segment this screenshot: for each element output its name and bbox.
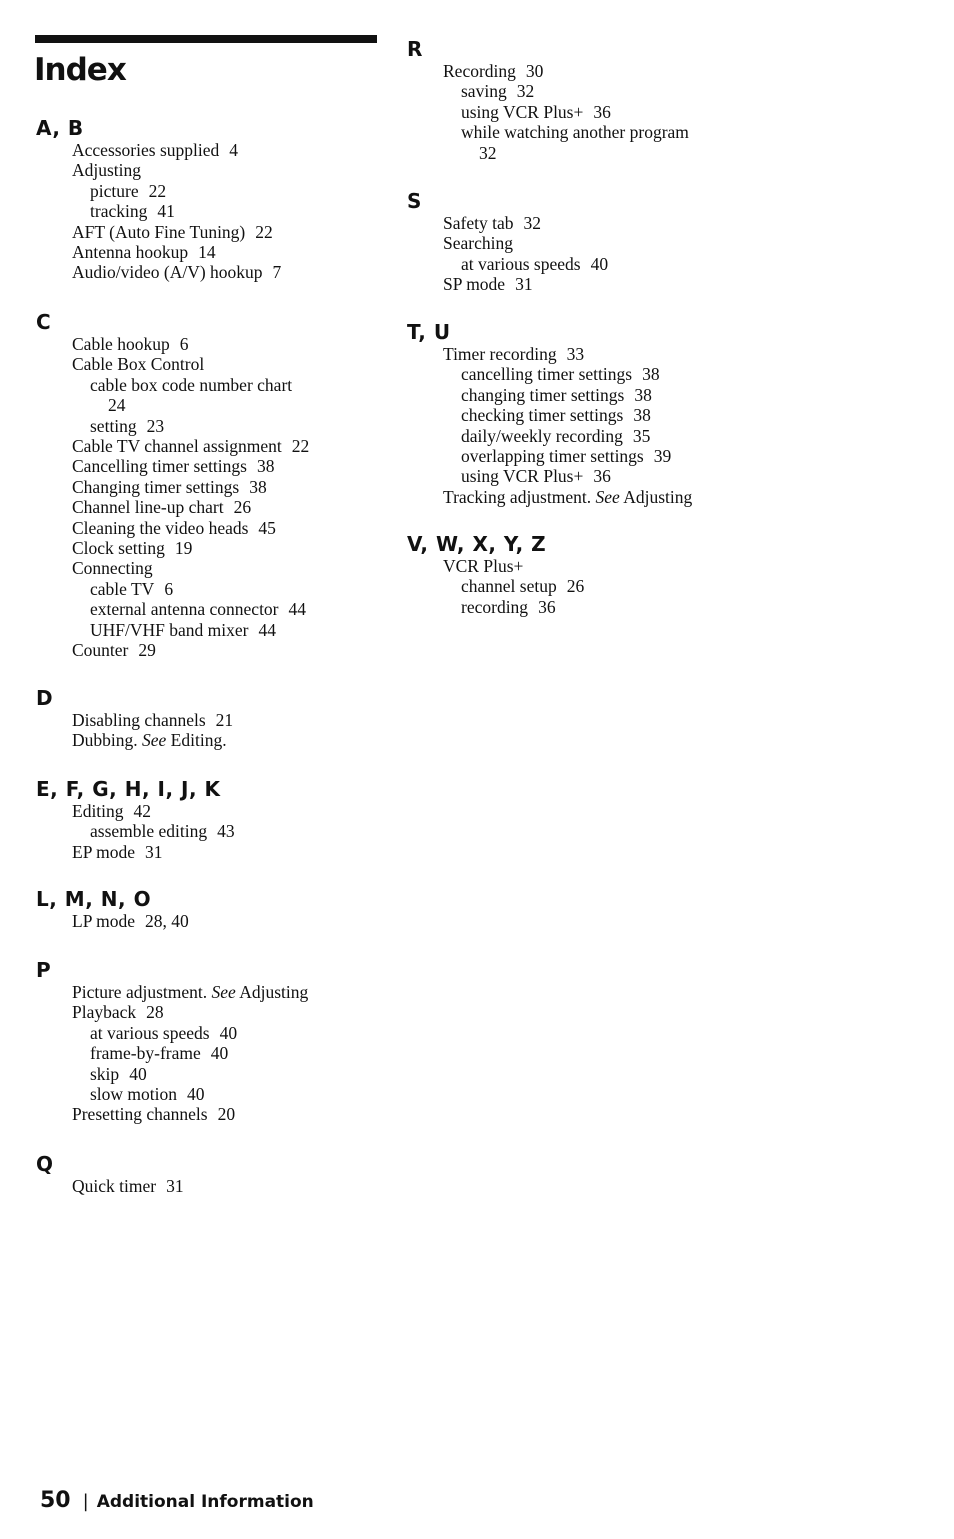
- entry-page-numbers: 31: [515, 274, 533, 295]
- entry-page-numbers: 23: [146, 415, 165, 436]
- section-heading: V, W, X, Y, Z: [407, 532, 547, 556]
- entry-term: Adjusting: [72, 160, 142, 181]
- entry-term: channel setup: [461, 576, 557, 597]
- entry-term: slow motion: [90, 1084, 178, 1105]
- entry-term: Audio/video (A/V) hookup: [72, 262, 263, 283]
- index-section: [36, 887, 189, 931]
- entry-page-numbers: 32: [523, 213, 541, 233]
- index-subentry: [443, 81, 689, 101]
- entry-page-numbers: 38: [256, 456, 275, 477]
- entry-page-numbers: 44: [288, 599, 307, 620]
- index-subentry: [443, 122, 689, 142]
- entry-term: at various speeds: [90, 1022, 210, 1043]
- entry-page-numbers: 40: [129, 1063, 147, 1084]
- index-subentry: [443, 385, 692, 405]
- entry-term: LP mode: [72, 911, 136, 931]
- entry-term: Safety tab: [443, 213, 514, 233]
- entry-term: cable box code number chart: [90, 374, 293, 395]
- entry-term: Editing: [72, 801, 124, 821]
- section-heading: L, M, N, O: [36, 887, 152, 911]
- index-entry: [72, 982, 308, 1002]
- entry-term: Recording: [443, 61, 516, 81]
- index-subentry: [72, 395, 309, 415]
- index-subentry: [72, 821, 235, 841]
- index-subentry: [443, 405, 692, 425]
- index-subentry: [72, 181, 281, 201]
- entry-page-numbers: 41: [157, 201, 175, 222]
- entry-term: checking timer settings: [461, 405, 624, 426]
- entry-term: tracking: [90, 201, 148, 222]
- index-subentry: [72, 599, 309, 619]
- entry-term: picture: [90, 180, 139, 201]
- entry-page-numbers: 7: [272, 262, 282, 283]
- index-entry: [72, 842, 235, 862]
- entry-term: UHF/VHF band mixer: [90, 619, 249, 640]
- index-section: [36, 686, 234, 751]
- index-subentry: [443, 143, 689, 163]
- entry-term: Channel line-up chart: [72, 497, 224, 518]
- entry-term: external antenna connector: [90, 599, 279, 620]
- index-section: [407, 37, 689, 163]
- entry-term: Presetting channels: [72, 1104, 208, 1125]
- footer-section-title: Additional Information: [96, 1492, 314, 1512]
- see-reference-target: Adjusting: [623, 486, 693, 507]
- entry-term: 32: [479, 142, 497, 163]
- index-entry: [443, 487, 692, 507]
- section-heading: T, U: [407, 320, 451, 344]
- entry-page-numbers: 36: [593, 466, 611, 487]
- index-subentry: [72, 416, 309, 436]
- entry-term: skip: [90, 1063, 120, 1084]
- index-entry: [443, 274, 608, 294]
- entry-term: Playback: [72, 1002, 137, 1023]
- index-subentry: [443, 364, 692, 384]
- index-subentry: [443, 254, 608, 274]
- see-reference-target: Adjusting: [239, 982, 309, 1002]
- index-subentry: [443, 102, 689, 122]
- entry-term: Picture adjustment.: [72, 982, 208, 1002]
- section-heading: D: [36, 686, 54, 710]
- entry-page-numbers: 22: [148, 180, 167, 201]
- entry-term: daily/weekly recording: [461, 425, 623, 446]
- entry-term: Tracking adjustment.: [443, 486, 592, 507]
- index-entry: [72, 558, 309, 578]
- entry-page-numbers: 39: [653, 446, 672, 467]
- index-entry: [72, 801, 235, 821]
- entry-page-numbers: 42: [133, 801, 152, 821]
- entry-term: SP mode: [443, 274, 506, 295]
- index-entry: [72, 538, 309, 558]
- index-subentry: [72, 1023, 308, 1043]
- index-entry: [72, 436, 309, 456]
- entry-term: cable TV: [90, 578, 155, 599]
- entry-page-numbers: 38: [633, 405, 651, 426]
- index-entry: [443, 556, 584, 576]
- index-section: [407, 532, 585, 617]
- index-entry: [72, 518, 309, 538]
- entry-page-numbers: 40: [219, 1022, 238, 1043]
- entry-page-numbers: 14: [198, 242, 216, 263]
- page-footer: [40, 1488, 314, 1513]
- index-entry: [443, 233, 608, 253]
- see-reference-target: Editing.: [170, 730, 227, 751]
- index-entry: [72, 354, 309, 374]
- entry-page-numbers: 32: [516, 81, 535, 102]
- entry-term: EP mode: [72, 841, 136, 862]
- entry-term: Cable TV channel assignment: [72, 436, 282, 457]
- section-heading: C: [36, 310, 52, 334]
- entry-page-numbers: 20: [217, 1104, 236, 1125]
- index-subentry: [443, 446, 692, 466]
- index-section: [36, 116, 282, 283]
- entry-page-numbers: 31: [166, 1176, 184, 1196]
- entry-term: Connecting: [72, 558, 153, 579]
- entry-term: Disabling channels: [72, 710, 206, 730]
- entry-term: Cable hookup: [72, 334, 170, 354]
- index-subentry: [72, 1084, 308, 1104]
- index-entry: [72, 1104, 308, 1124]
- entry-term: Quick timer: [72, 1176, 157, 1196]
- index-entry: [72, 710, 233, 730]
- entry-page-numbers: 36: [593, 101, 611, 122]
- entry-term: Cancelling timer settings: [72, 456, 247, 477]
- entry-term: Dubbing.: [72, 730, 138, 751]
- index-entry: [72, 262, 281, 282]
- entry-term: using VCR Plus+: [461, 101, 584, 122]
- index-entry: [72, 160, 281, 180]
- section-heading: E, F, G, H, I, J, K: [36, 777, 221, 801]
- entry-page-numbers: 33: [566, 344, 585, 364]
- index-subentry: [72, 375, 309, 395]
- index-entry: [72, 222, 281, 242]
- entry-term: Counter: [72, 640, 129, 661]
- entry-page-numbers: 44: [258, 619, 276, 640]
- section-heading: A, B: [36, 116, 84, 140]
- index-entry: [72, 911, 189, 931]
- entry-page-numbers: 38: [249, 476, 267, 497]
- index-entry: [443, 213, 608, 233]
- index-section: [36, 1152, 184, 1196]
- section-heading: S: [407, 189, 422, 213]
- index-subentry: [72, 579, 309, 599]
- index-section: [36, 958, 309, 1125]
- index-subentry: [443, 466, 692, 486]
- entry-page-numbers: 22: [255, 221, 273, 242]
- entry-page-numbers: 22: [291, 436, 310, 457]
- entry-page-numbers: 21: [215, 710, 234, 730]
- entry-term: Changing timer settings: [72, 476, 240, 497]
- entry-term: saving: [461, 81, 507, 102]
- section-heading: Q: [36, 1152, 54, 1176]
- index-entry: [443, 61, 689, 81]
- see-reference-label: See: [595, 486, 620, 507]
- entry-term: AFT (Auto Fine Tuning): [72, 221, 246, 242]
- entry-page-numbers: 29: [138, 640, 156, 661]
- entry-term: Accessories supplied: [72, 140, 220, 160]
- index-entry: [72, 242, 281, 262]
- entry-page-numbers: 35: [632, 425, 651, 446]
- entry-term: Cleaning the video heads: [72, 517, 249, 538]
- entry-page-numbers: 28: [146, 1002, 164, 1023]
- title-rule: [35, 35, 377, 43]
- entry-page-numbers: 40: [590, 253, 609, 274]
- entry-page-numbers: 45: [258, 517, 276, 538]
- index-entry: [72, 1176, 184, 1196]
- entry-page-numbers: 31: [145, 841, 163, 862]
- index-subentry: [72, 1064, 308, 1084]
- entry-term: changing timer settings: [461, 384, 625, 405]
- index-entry: [72, 640, 309, 660]
- entry-page-numbers: 30: [525, 61, 544, 81]
- index-section: [36, 310, 310, 661]
- entry-page-numbers: 36: [538, 596, 556, 617]
- entry-page-numbers: 38: [634, 384, 652, 405]
- entry-term: Searching: [443, 233, 513, 254]
- entry-term: Antenna hookup: [72, 242, 189, 263]
- entry-term: 24: [108, 395, 126, 416]
- entry-term: Cable Box Control: [72, 354, 205, 375]
- index-section: [407, 320, 693, 507]
- index-subentry: [443, 576, 584, 596]
- index-entry: [72, 140, 281, 160]
- section-heading: R: [407, 37, 423, 61]
- entry-term: assemble editing: [90, 821, 208, 842]
- entry-page-numbers: 6: [164, 578, 174, 599]
- entry-term: overlapping timer settings: [461, 446, 644, 467]
- index-subentry: [443, 597, 584, 617]
- index-subentry: [72, 1043, 308, 1063]
- entry-term: recording: [461, 596, 529, 617]
- entry-page-numbers: 40: [187, 1084, 205, 1105]
- entry-page-numbers: 38: [642, 364, 660, 385]
- index-entry: [72, 730, 233, 750]
- index-entry: [72, 477, 309, 497]
- entry-page-numbers: 28, 40: [145, 911, 189, 931]
- entry-term: Timer recording: [443, 344, 557, 364]
- index-entry: [443, 344, 692, 364]
- index-entry: [72, 497, 309, 517]
- index-entry: [72, 1002, 308, 1022]
- entry-page-numbers: 4: [229, 140, 239, 160]
- entry-term: cancelling timer settings: [461, 364, 633, 385]
- entry-page-numbers: 19: [174, 538, 193, 559]
- index-entry: [72, 334, 309, 354]
- entry-page-numbers: 6: [179, 334, 189, 354]
- index-subentry: [72, 620, 309, 640]
- section-heading: P: [36, 958, 52, 982]
- entry-page-numbers: 40: [210, 1043, 229, 1064]
- index-section: [407, 189, 609, 295]
- index-subentry: [443, 426, 692, 446]
- entry-term: VCR Plus+: [443, 556, 524, 576]
- entry-page-numbers: 26: [566, 576, 585, 597]
- entry-term: at various speeds: [461, 253, 581, 274]
- page-title: Index: [34, 52, 126, 88]
- entry-term: setting: [90, 415, 137, 436]
- entry-term: using VCR Plus+: [461, 466, 584, 487]
- index-entry: [72, 456, 309, 476]
- index-section: [36, 777, 235, 862]
- footer-separator: |: [82, 1491, 89, 1512]
- entry-page-numbers: 26: [233, 497, 252, 518]
- see-reference-label: See: [142, 730, 167, 751]
- entry-term: Clock setting: [72, 538, 165, 559]
- page-number: 50: [40, 1488, 71, 1513]
- entry-page-numbers: 43: [217, 821, 235, 842]
- see-reference-label: See: [211, 982, 236, 1002]
- entry-term: frame-by-frame: [90, 1043, 201, 1064]
- index-subentry: [72, 201, 281, 221]
- entry-term: while watching another program: [461, 122, 689, 143]
